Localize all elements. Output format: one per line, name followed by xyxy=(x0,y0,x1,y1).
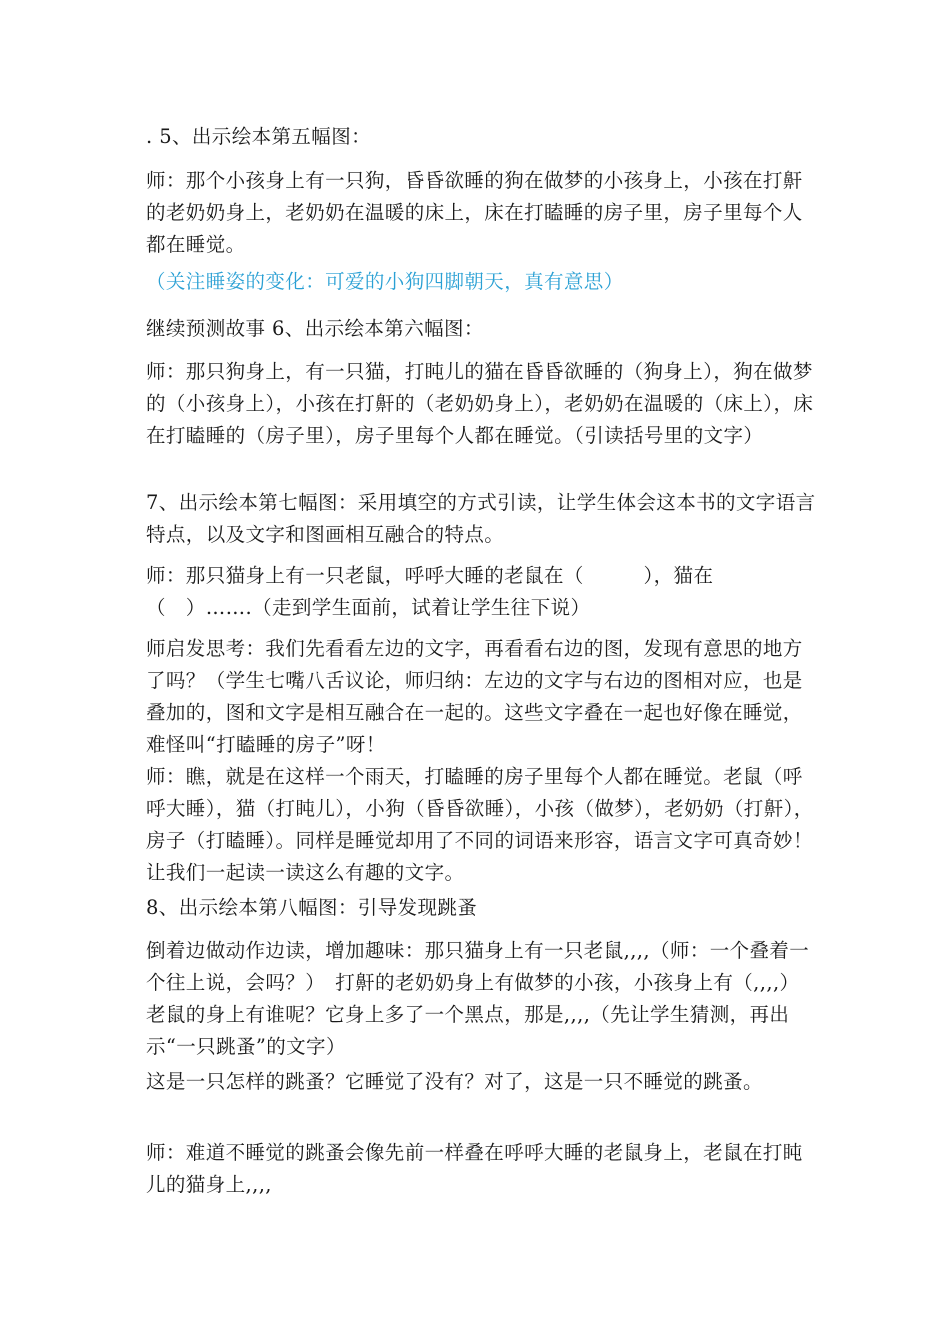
annotation-sleeping-pose: （关注睡姿的变化：可爱的小狗四脚朝天，真有意思） xyxy=(146,270,624,293)
paragraph-teacher-mouse: 师：那只猫身上有一只老鼠，呼呼大睡的老鼠在（ ），猫在（ ）…….（走到学生面前，试着让学生往下说） xyxy=(146,564,714,619)
section-5-heading: . 5、出示绘本第五幅图： xyxy=(146,125,372,148)
paragraph-reverse-reading: 倒着边做动作边读，增加趣味：那只猫身上有一只老鼠,,,,（师：一个叠着一个往上说，会吗？） 打鼾的老奶奶身上有做梦的小孩，小孩身上有（,,,,）老鼠的身上有谁呢？它身上多了一个黑点，那是,,,,（先让学生猜测，再出示“一只跳蚤”的文字） xyxy=(146,939,810,1058)
section-6-heading: 继续预测故事 6、出示绘本第六幅图： xyxy=(146,317,484,340)
paragraph-teacher-flea: 师：难道不睡觉的跳蚤会像先前一样叠在呼呼大睡的老鼠身上，老鼠在打盹儿的猫身上,,,, xyxy=(146,1141,803,1196)
paragraph-teacher-dog: 师：那个小孩身上有一只狗，昏昏欲睡的狗在做梦的小孩身上，小孩在打鼾的老奶奶身上，老奶奶在温暖的床上，床在打瞌睡的房子里，房子里每个人都在睡觉。 xyxy=(146,169,803,256)
paragraph-flea-question: 这是一只怎样的跳蚤？它睡觉了没有？对了，这是一只不睡觉的跳蚤。 xyxy=(146,1070,763,1093)
section-8-heading: 8、出示绘本第八幅图：引导发现跳蚤 xyxy=(146,896,478,919)
paragraph-teacher-cat: 师：那只狗身上，有一只猫，打盹儿的猫在昏昏欲睡的（狗身上），狗在做梦的（小孩身上），小孩在打鼾的（老奶奶身上），老奶奶在温暖的（床上），床在打瞌睡的（房子里），房子里每个人都在睡觉。（引读括号里的文字） xyxy=(146,360,814,447)
paragraph-rainy-day: 师：瞧，就是在这样一个雨天，打瞌睡的房子里每个人都在睡觉。老鼠（呼呼大睡），猫（打盹儿），小狗（昏昏欲睡），小孩（做梦），老奶奶（打鼾），房子（打瞌睡）。同样是睡觉却用了不同的词语来形容，语言文字可真奇妙！让我们一起读一读这么有趣的文字。 xyxy=(146,765,814,884)
paragraph-teacher-thinking: 师启发思考：我们先看看左边的文字，再看看右边的图，发现有意思的地方了吗？（学生七嘴八舌议论，师归纳：左边的文字与右边的图相对应，也是叠加的，图和文字是相互融合在一起的。这些文字叠在一起也好像在睡觉，难怪叫“打瞌睡的房子”呀！ xyxy=(146,637,803,756)
section-7-heading: 7、出示绘本第七幅图：采用填空的方式引读，让学生体会这本书的文字语言特点，以及文字和图画相互融合的特点。 xyxy=(146,491,816,546)
